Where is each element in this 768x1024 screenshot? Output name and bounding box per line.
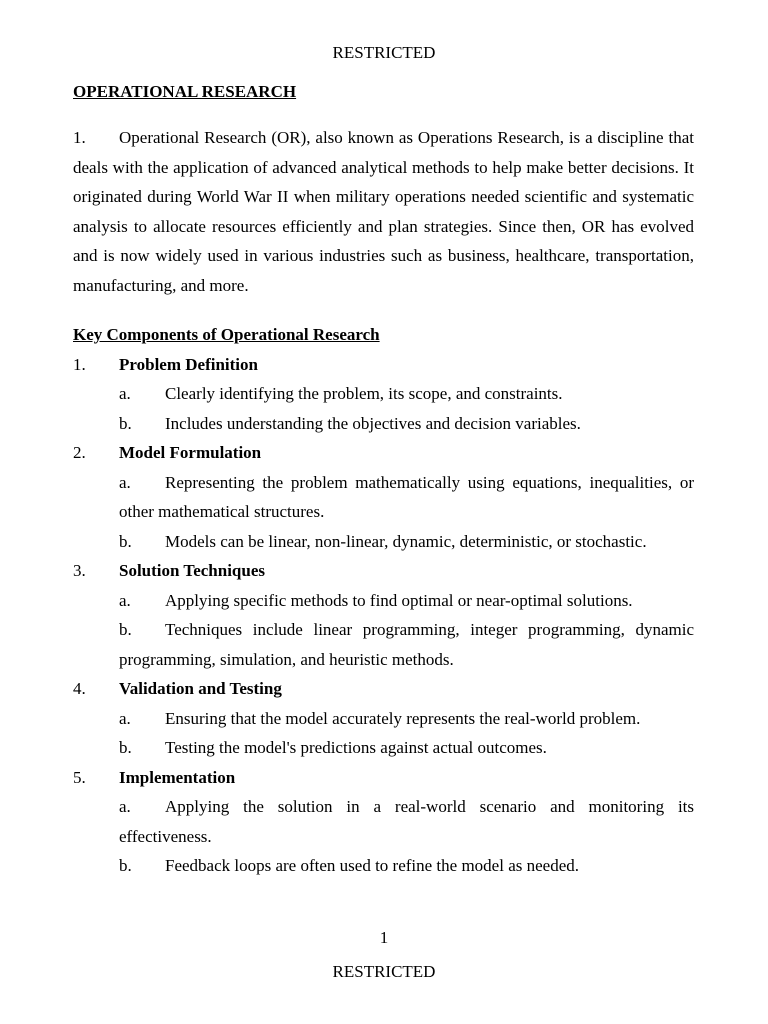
component-point <box>119 733 694 763</box>
component-point <box>119 851 694 881</box>
component-points <box>73 792 694 881</box>
component-title: Solution Techniques <box>119 561 265 580</box>
component-title: Problem Definition <box>119 354 258 374</box>
component-item <box>73 674 694 763</box>
component-item <box>73 350 694 439</box>
point-letter: b. <box>119 620 132 639</box>
component-title-row <box>73 438 694 468</box>
point-letter: a. <box>119 472 131 492</box>
page-number: 1 <box>379 928 389 947</box>
component-item <box>73 556 694 674</box>
component-points <box>73 468 694 557</box>
component-point <box>119 586 694 616</box>
point-letter: a. <box>119 708 131 728</box>
components-heading: Key Components of Operational Research <box>73 325 380 344</box>
component-title-row <box>73 556 694 586</box>
component-point <box>119 468 694 527</box>
point-letter: a. <box>119 797 131 816</box>
component-title-row <box>73 350 694 380</box>
intro-paragraph-number: 1. <box>73 128 86 147</box>
component-title-row <box>73 674 694 704</box>
point-text: Applying the solution in a real-world scenario and monitoring its effectiveness. <box>119 797 694 846</box>
point-text: Ensuring that the model accurately represents the real-world problem. <box>165 708 641 728</box>
point-text: Representing the problem mathematically using equations, inequalities, or other mathematical structures. <box>119 472 694 521</box>
document-title: OPERATIONAL RESEARCH <box>73 82 297 101</box>
component-title: Validation and Testing <box>119 679 282 698</box>
intro-paragraph-text: Operational Research (OR), also known as Operations Research, is a discipline that deals with the application of advanced analytical methods to help make better decisions. It originated during World War II when military operations needed scientific and systematic analysis to allocate resources efficiently and plan strategies. Since then, OR has evolved and is now widely used in various industries such as business, healthcare, transportation, manufacturing, and more. <box>73 128 694 295</box>
component-number: 2. <box>73 443 86 462</box>
component-points <box>73 586 694 675</box>
component-number: 1. <box>73 354 86 374</box>
header-classification-marking: RESTRICTED <box>332 43 436 62</box>
point-text: Applying specific methods to find optimal or near-optimal solutions. <box>165 590 633 610</box>
point-letter: a. <box>119 384 131 403</box>
component-title-row <box>73 763 694 793</box>
intro-paragraph <box>73 123 694 300</box>
point-text: Techniques include linear programming, integer programming, dynamic programming, simulation, and heuristic methods. <box>119 620 694 669</box>
point-text: Includes understanding the objectives and decision variables. <box>165 413 581 433</box>
point-letter: a. <box>119 590 131 610</box>
component-point <box>119 527 694 557</box>
component-point <box>119 409 694 439</box>
component-point <box>119 615 694 674</box>
point-text: Feedback loops are often used to refine the model as needed. <box>165 856 579 875</box>
point-text: Models can be linear, non-linear, dynamic, deterministic, or stochastic. <box>165 531 647 551</box>
point-letter: b. <box>119 738 132 757</box>
point-letter: b. <box>119 856 132 875</box>
point-text: Clearly identifying the problem, its scope, and constraints. <box>165 384 563 403</box>
document-body <box>73 82 694 881</box>
component-number: 3. <box>73 561 86 580</box>
point-letter: b. <box>119 413 132 433</box>
component-point <box>119 792 694 851</box>
point-text: Testing the model's predictions against actual outcomes. <box>165 738 547 757</box>
component-item <box>73 763 694 881</box>
component-number: 5. <box>73 767 86 787</box>
components-list <box>73 350 694 881</box>
component-number: 4. <box>73 679 86 698</box>
footer-classification-marking: RESTRICTED <box>332 962 436 981</box>
point-letter: b. <box>119 531 132 551</box>
component-title: Implementation <box>119 767 236 787</box>
component-points <box>73 379 694 438</box>
component-points <box>73 704 694 763</box>
component-point <box>119 704 694 734</box>
component-item <box>73 438 694 556</box>
component-title: Model Formulation <box>119 443 262 462</box>
component-point <box>119 379 694 409</box>
